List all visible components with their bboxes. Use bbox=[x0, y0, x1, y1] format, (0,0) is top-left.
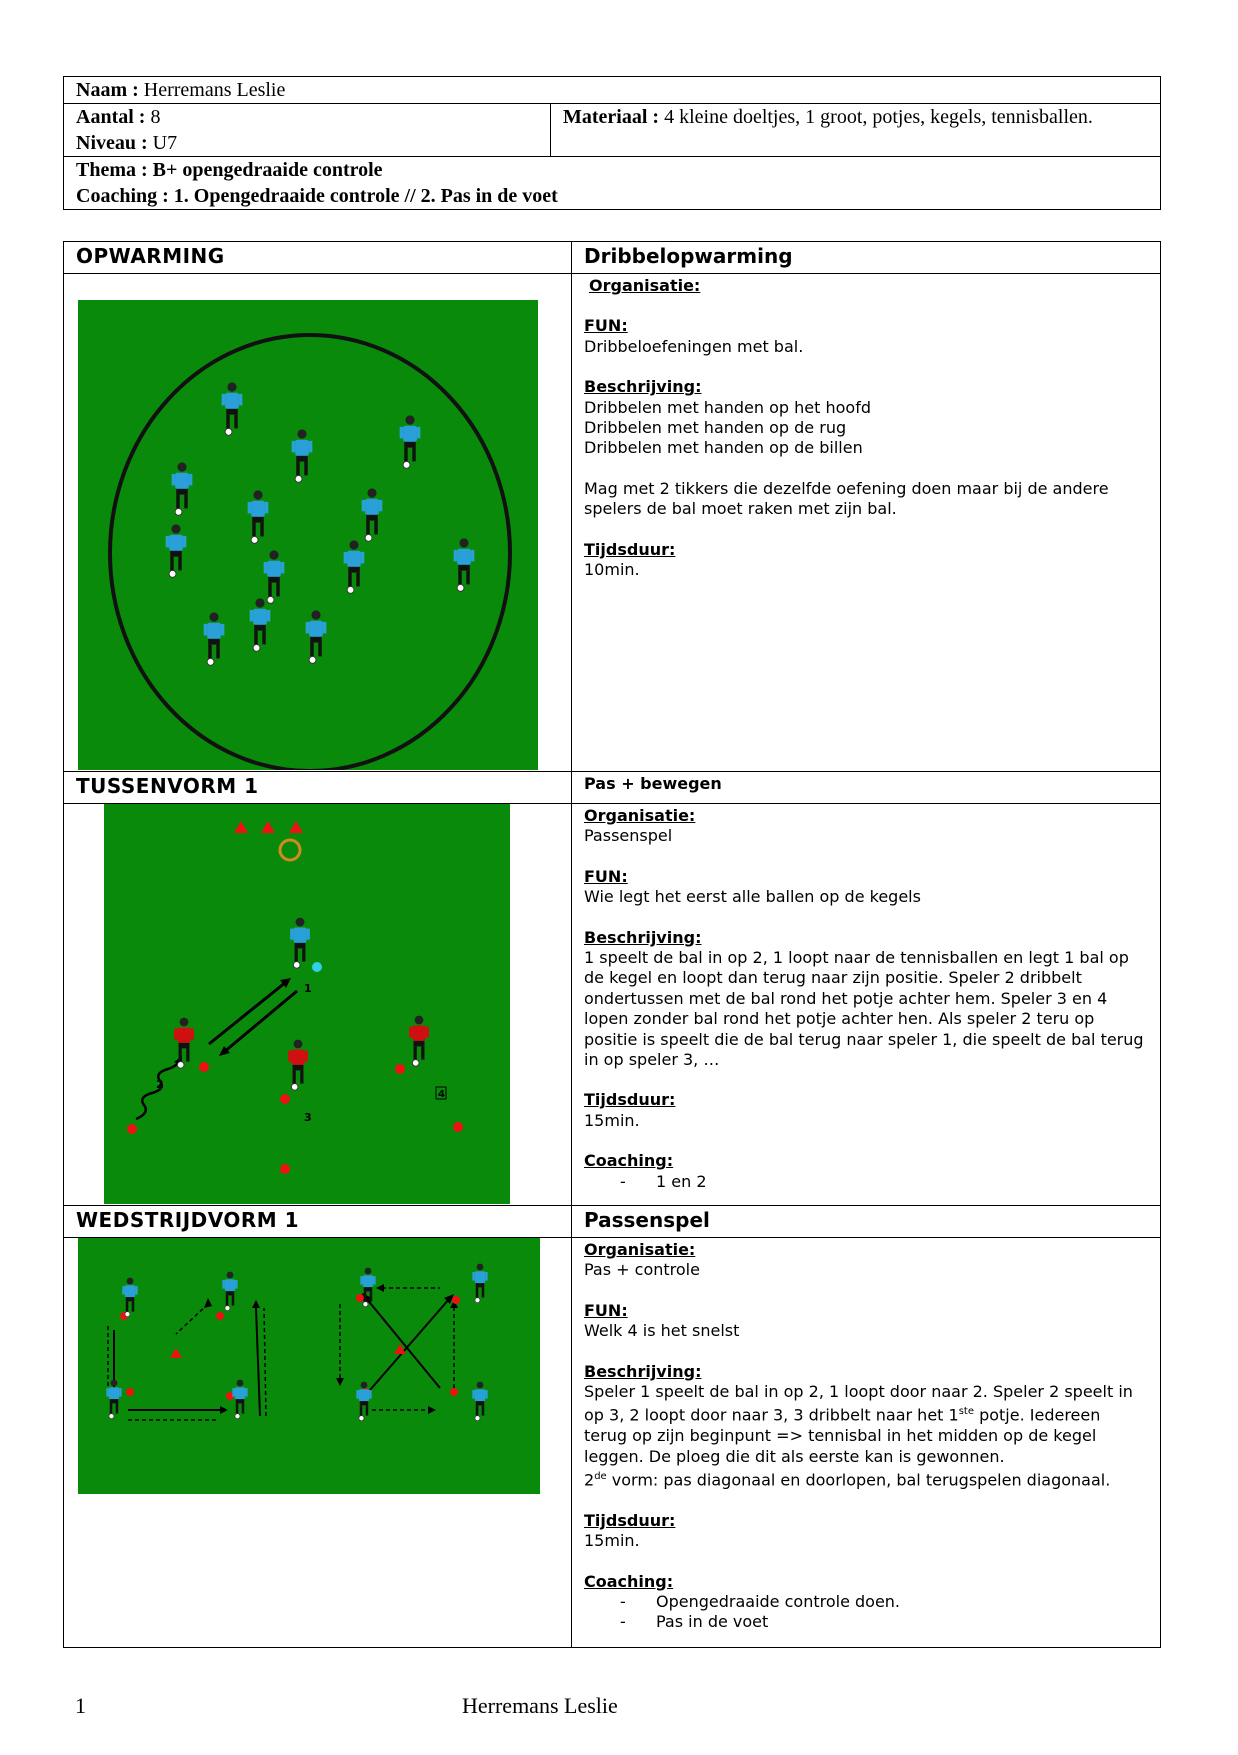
diagram-label-2: 2 bbox=[156, 1078, 164, 1091]
wedstrijdvorm-beschrijving-text-2 bbox=[584, 1467, 1148, 1491]
opwarming-organisatie-label: Organisatie: bbox=[589, 276, 701, 295]
training-table bbox=[63, 241, 1161, 1648]
diagram-label-4: 4 bbox=[438, 1089, 445, 1100]
wedstrijdvorm-fun-label: FUN: bbox=[584, 1300, 628, 1320]
tussenvorm-fun-label: FUN: bbox=[584, 866, 628, 886]
section-name-wedstrijdvorm: WEDSTRIJDVORM 1 bbox=[64, 1206, 572, 1238]
beschrijving-sup: ste bbox=[958, 1406, 974, 1418]
tussenvorm-tijdsduur: 15min. bbox=[584, 1110, 640, 1130]
header-table bbox=[63, 76, 1161, 210]
naam-cell bbox=[64, 77, 1161, 104]
opwarming-fun-label: FUN: bbox=[584, 316, 628, 336]
niveau-label: Niveau : bbox=[76, 132, 148, 154]
opwarming-text-cell bbox=[572, 274, 1161, 772]
section-name-opwarming: OPWARMING bbox=[64, 242, 572, 274]
opwarming-beschrijving-line: Dribbelen met handen op het hoofd bbox=[584, 397, 871, 417]
aantal-label: Aantal : bbox=[76, 106, 146, 128]
opwarming-field-diagram bbox=[78, 300, 548, 770]
aantal-value: 8 bbox=[150, 106, 161, 128]
opwarming-beschrijving-line: Dribbelen met handen op de rug bbox=[584, 418, 847, 438]
thema-cell bbox=[64, 157, 1161, 210]
wedstrijdvorm-tijdsduur: 15min. bbox=[584, 1531, 640, 1551]
wedstrijdvorm-tijdsduur-label: Tijdsduur: bbox=[584, 1510, 676, 1530]
tussenvorm-beschrijving-text: 1 speelt de bal in op 2, 1 loopt naar de tennisballen en legt 1 bal op de kegel en loopt dan terug naar zijn positie. Speler 2 dribbelt ondertussen met de bal rond het potje achter hem. Speler 3 en 4 lopen zonder bal rond het potje achter hen. Als speler 2 teru op positie is speelt die de bal terug naar speler 1, die speelt de bal terug in op speler 3, … bbox=[584, 948, 1144, 1070]
wedstrijdvorm-field-diagram bbox=[78, 1238, 540, 1498]
section-title-wedstrijdvorm: Passenspel bbox=[572, 1206, 1161, 1238]
coaching-text: Coaching : 1. Opengedraaide controle // 2. Pas in de voet bbox=[76, 185, 558, 207]
niveau-value: U7 bbox=[152, 132, 178, 154]
opwarming-fun-text: Dribbeloefeningen met bal. bbox=[584, 336, 804, 356]
aantal-niveau-cell bbox=[64, 104, 551, 157]
wedstrijdvorm-diagram-cell bbox=[64, 1238, 572, 1648]
wedstrijdvorm-coaching-item: - Opengedraaide controle doen. bbox=[620, 1591, 901, 1611]
tussenvorm-field-diagram bbox=[104, 804, 510, 1204]
tussenvorm-organisatie-text: Passenspel bbox=[584, 826, 673, 846]
beschrijving-part: vorm: pas diagonaal en doorlopen, bal terugspelen diagonaal. bbox=[606, 1470, 1111, 1490]
tussenvorm-coaching-item: - 1 en 2 bbox=[620, 1171, 707, 1191]
opwarming-beschrijving-line: Dribbelen met handen op de billen bbox=[584, 438, 863, 458]
section-title-tussenvorm: Pas + bewegen bbox=[572, 772, 1161, 804]
opwarming-extra-text: Mag met 2 tikkers die dezelfde oefening doen maar bij de andere spelers de bal moet raken met zijn bal. bbox=[584, 478, 1109, 519]
tussenvorm-diagram-cell bbox=[64, 804, 572, 1206]
opwarming-diagram-cell bbox=[64, 274, 572, 772]
materiaal-value: 4 kleine doeltjes, 1 groot, potjes, kegels, tennisballen. bbox=[664, 106, 1093, 128]
wedstrijdvorm-organisatie-label: Organisatie: bbox=[584, 1240, 696, 1259]
naam-label: Naam : bbox=[76, 79, 139, 101]
tussenvorm-beschrijving-label: Beschrijving: bbox=[584, 927, 702, 947]
beschrijving-part: potje. Iedereen terug op zijn beginpunt => tennisbal in het midden op de kegel leggen. De ploeg die dit als eerste kan is gewonnen. bbox=[584, 1405, 1101, 1466]
materiaal-label: Materiaal : bbox=[563, 106, 660, 128]
opwarming-tijdsduur: 10min. bbox=[584, 560, 640, 580]
materiaal-cell bbox=[551, 104, 1161, 157]
tussenvorm-organisatie-label: Organisatie: bbox=[584, 806, 696, 825]
tussenvorm-text-cell bbox=[572, 804, 1161, 1206]
tussenvorm-tijdsduur-label: Tijdsduur: bbox=[584, 1090, 676, 1110]
wedstrijdvorm-text-cell bbox=[572, 1238, 1161, 1648]
beschrijving-sup: de bbox=[594, 1470, 607, 1482]
coaching-item-text: Opengedraaide controle doen. bbox=[656, 1591, 901, 1611]
beschrijving-part: 2 bbox=[584, 1470, 595, 1490]
diagram-label-3: 3 bbox=[304, 1111, 312, 1124]
opwarming-beschrijving-label: Beschrijving: bbox=[584, 377, 702, 397]
tussenvorm-fun-text: Wie legt het eerst alle ballen op de kegels bbox=[584, 887, 921, 907]
beschrijving-part: Speler 1 speelt de bal in op 2, 1 loopt door naar 2. Speler 2 speelt in op 3, 2 loopt door naar 3, 3 dribbelt naar het 1 bbox=[584, 1382, 1133, 1425]
wedstrijdvorm-beschrijving-label: Beschrijving: bbox=[584, 1361, 702, 1381]
coaching-item-text: Pas in de voet bbox=[656, 1612, 769, 1632]
opwarming-tijdsduur-label: Tijdsduur: bbox=[584, 539, 676, 559]
coaching-item-text: 1 en 2 bbox=[656, 1171, 707, 1191]
wedstrijdvorm-beschrijving-text bbox=[584, 1382, 1148, 1467]
wedstrijdvorm-organisatie-text: Pas + controle bbox=[584, 1260, 700, 1280]
thema-text: Thema : B+ opengedraaide controle bbox=[76, 159, 383, 181]
section-title-opwarming: Dribbelopwarming bbox=[572, 242, 1161, 274]
tussenvorm-coaching-label: Coaching: bbox=[584, 1151, 674, 1171]
wedstrijdvorm-coaching-label: Coaching: bbox=[584, 1571, 674, 1591]
naam-value: Herremans Leslie bbox=[143, 79, 286, 101]
wedstrijdvorm-coaching-item: - Pas in de voet bbox=[620, 1612, 769, 1632]
page-number: 1 bbox=[75, 1693, 86, 1718]
footer-author: Herremans Leslie bbox=[462, 1693, 618, 1718]
diagram-label-1: 1 bbox=[304, 982, 312, 995]
section-name-tussenvorm: TUSSENVORM 1 bbox=[64, 772, 572, 804]
wedstrijdvorm-fun-text: Welk 4 is het snelst bbox=[584, 1321, 740, 1341]
